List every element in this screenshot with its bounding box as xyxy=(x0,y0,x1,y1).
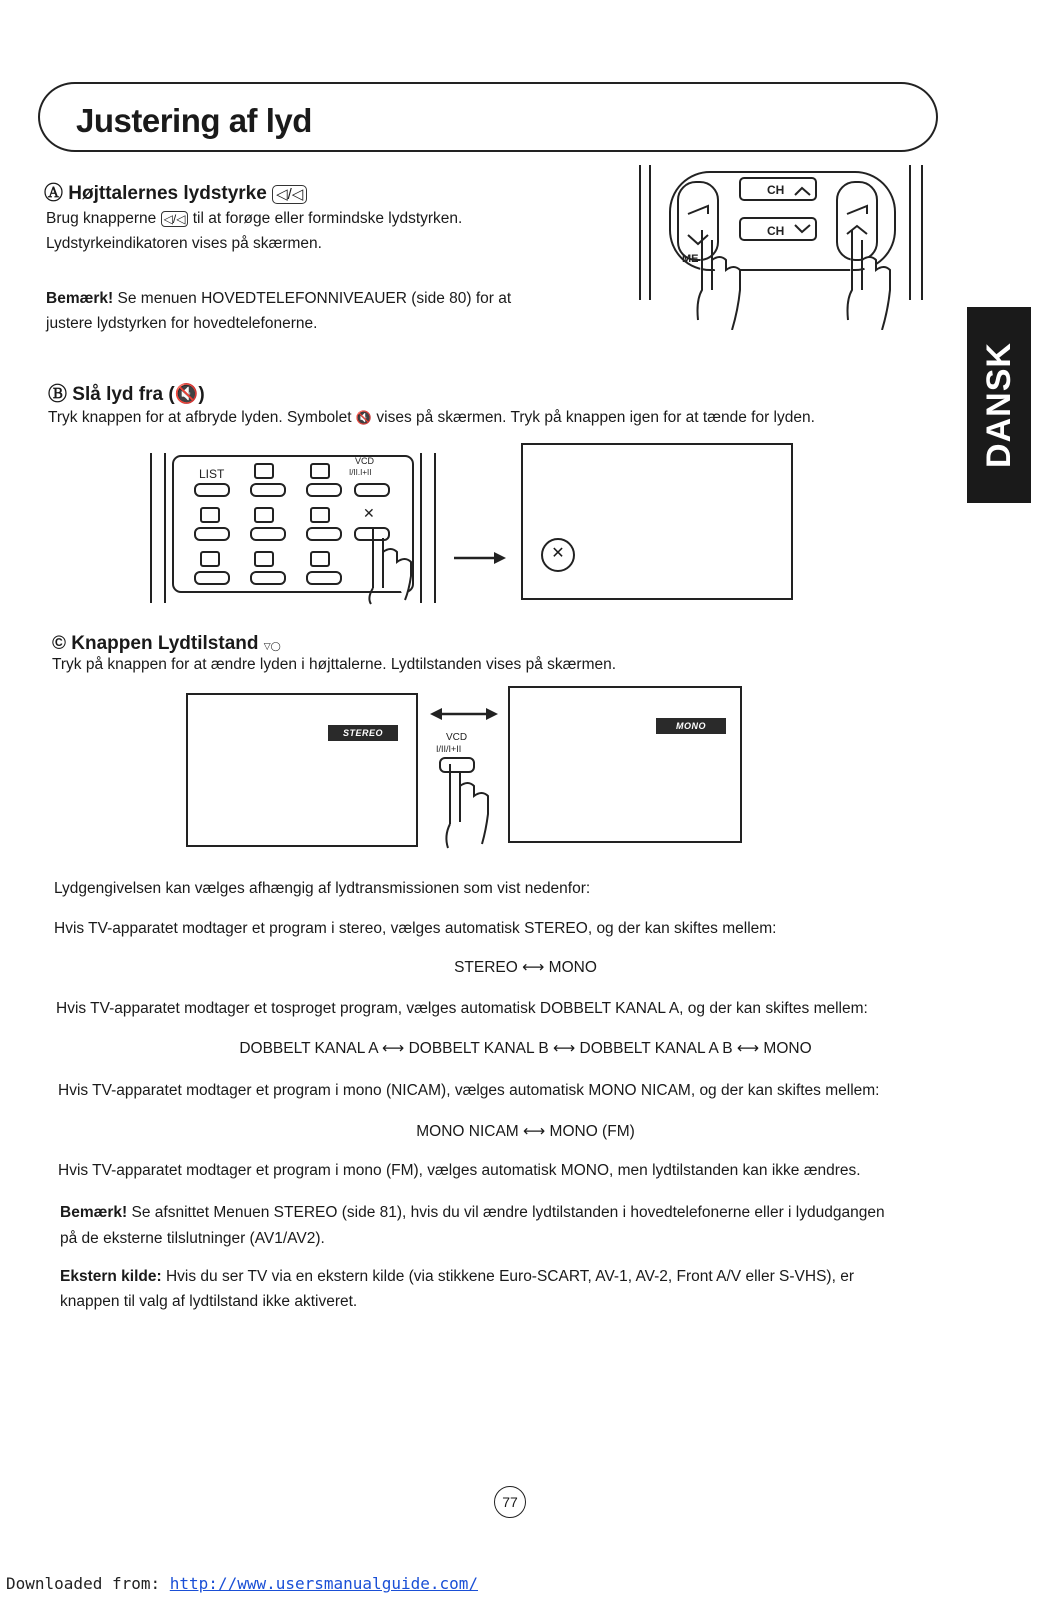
source-link[interactable]: http://www.usersmanualguide.com/ xyxy=(169,1574,479,1593)
section-a-note-cont: justere lydstyrken for hovedtelefonerne. xyxy=(46,315,318,332)
remote-mute-illustration xyxy=(145,448,445,608)
external-source-note-cont: knappen til valg af lydtilstand ikke aktiveret. xyxy=(60,1293,358,1310)
section-a-line2: Lydstyrkeindikatoren vises på skærmen. xyxy=(46,235,322,252)
case2-text: Hvis TV-apparatet modtager et tosproget program, vælges automatisk DOBBELT KANAL A, og der kan skiftes mellem: xyxy=(56,1000,868,1017)
volume-buttons-icon: ◁/◁ xyxy=(161,211,189,227)
download-footer: Downloaded from: http://www.usersmanualguide.com/ xyxy=(6,1574,479,1593)
section-a-line1: Brug knapperne ◁/◁ til at forøge eller formindske lydstyrken. xyxy=(46,210,463,227)
case4-text: Hvis TV-apparatet modtager et program i mono (FM), vælges automatisk MONO, men lydtilstanden kan ikke ændres. xyxy=(58,1162,861,1179)
case1-text: Hvis TV-apparatet modtager et program i stereo, vælges automatisk STEREO, og der kan skiftes mellem: xyxy=(54,920,777,937)
section-c-text: Tryk på knappen for at ændre lyden i højttalerne. Lydtilstanden vises på skærmen. xyxy=(52,656,617,673)
arrow-both-icon xyxy=(428,704,500,724)
language-tab xyxy=(967,307,1031,503)
sound-mode-button-illustration xyxy=(428,728,508,854)
case2-sequence: DOBBELT KANAL A ⟷ DOBBELT KANAL B ⟷ DOBBELT KANAL A B ⟷ MONO xyxy=(239,1040,812,1057)
intro-text: Lydgengivelsen kan vælges afhængig af lydtransmissionen som vist nedenfor: xyxy=(54,880,591,897)
case3-text: Hvis TV-apparatet modtager et program i mono (NICAM), vælges automatisk MONO NICAM, og der kan skiftes mellem: xyxy=(58,1082,880,1099)
arrow-right-icon xyxy=(450,548,510,568)
section-a-note: Bemærk! Se menuen HOVEDTELEFONNIVEAUER (side 80) for at xyxy=(46,290,512,307)
tv-screen-stereo xyxy=(186,693,418,847)
case3-sequence: MONO NICAM ⟷ MONO (FM) xyxy=(416,1123,635,1140)
mute-symbol-icon: ✕ xyxy=(541,538,575,572)
ch-up-label: CH xyxy=(767,183,785,197)
page-number: 77 xyxy=(494,1486,526,1518)
volume-buttons-icon: ◁/◁ xyxy=(272,185,307,204)
sound-mode-icon: ▽◯ xyxy=(263,641,281,651)
mono-badge: MONO xyxy=(656,718,726,734)
language-tab-label: DANSK xyxy=(980,342,1018,468)
tv-screen-mono xyxy=(508,686,742,843)
mute-icon: ✕ xyxy=(363,505,375,521)
button-label-top: VCD xyxy=(446,732,468,743)
page-title: Justering af lyd xyxy=(76,102,312,139)
external-source-note: Ekstern kilde: Hvis du ser TV via en ekstern kilde (via stikkene Euro-SCART, AV-1, AV-2, Front A/V eller S-VHS), er xyxy=(60,1268,854,1285)
mute-icon: 🔇 xyxy=(174,384,199,405)
body-note: Bemærk! Se afsnittet Menuen STEREO (side 81), hvis du vil ændre lydtilstanden i hovedtelefonerne eller i lydudgangen xyxy=(60,1204,885,1221)
remote-volume-illustration xyxy=(630,160,940,330)
section-b-text: Tryk knappen for at afbryde lyden. Symbolet 🔇 vises på skærmen. Tryk på knappen igen for at tænde for lyden. xyxy=(48,409,815,426)
mode-label-top: VCD xyxy=(355,456,375,466)
ch-down-label: CH xyxy=(767,224,785,238)
case1-sequence: STEREO ⟷ MONO xyxy=(454,959,597,976)
body-note-cont: på de eksterne tilslutninger (AV1/AV2). xyxy=(60,1230,325,1247)
list-label: LIST xyxy=(199,467,225,481)
section-a-heading: Ⓐ Højttalernes lydstyrke ◁/◁ xyxy=(44,178,307,205)
section-b-heading: Ⓑ Slå lyd fra (🔇) xyxy=(48,384,205,405)
mute-icon: 🔇 xyxy=(355,410,373,425)
mode-label-bottom: I/II.I+II xyxy=(349,468,372,477)
button-label-bottom: I/II/I+II xyxy=(436,744,462,754)
section-c-heading: © Knappen Lydtilstand ▽◯ xyxy=(52,633,281,654)
tv-screen-mute xyxy=(521,443,793,600)
stereo-badge: STEREO xyxy=(328,725,398,741)
menu-label: ME xyxy=(682,253,699,265)
